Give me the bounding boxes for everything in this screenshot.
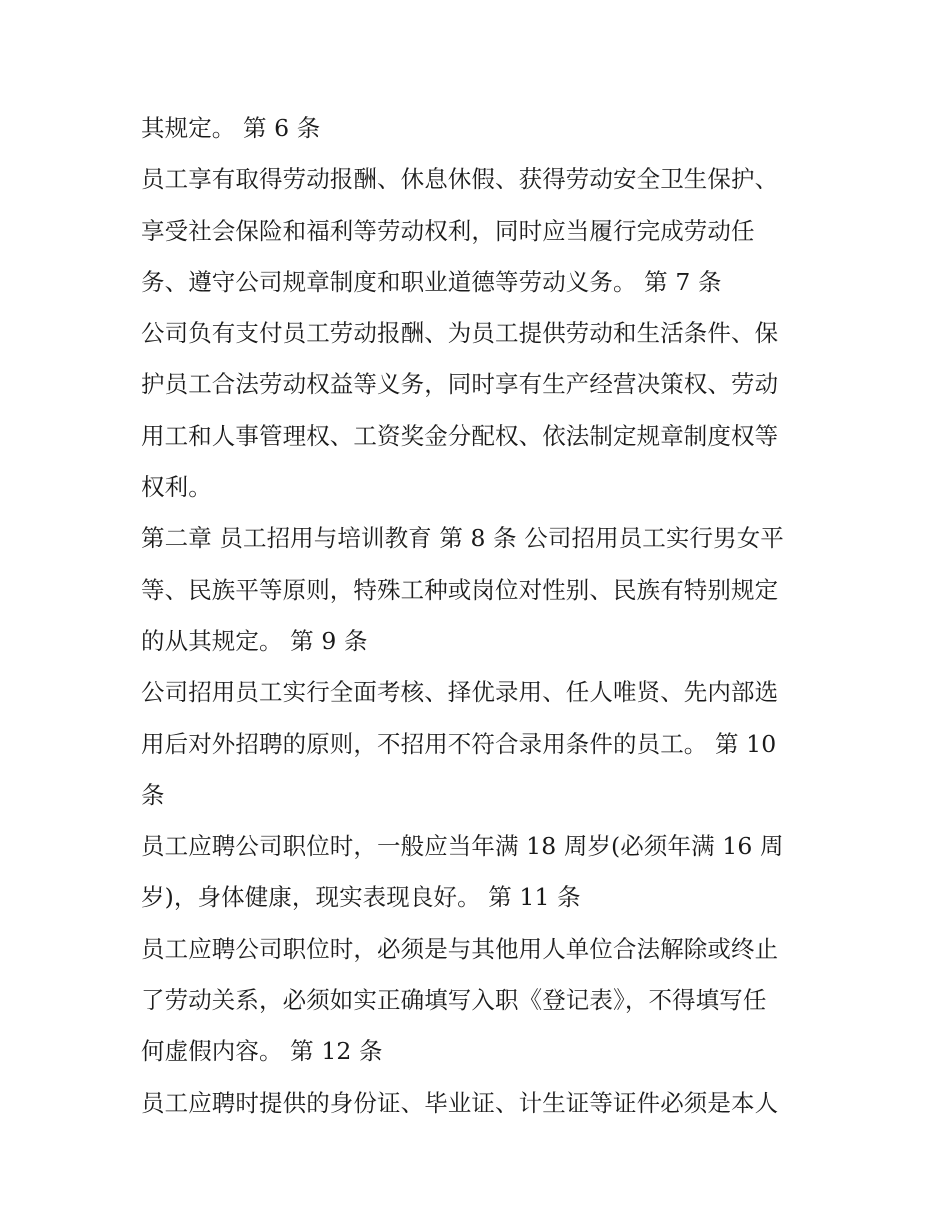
text-line: 务、遵守公司规章制度和职业道德等劳动义务。 第 7 条	[141, 267, 722, 296]
text-line: 岁)，身体健康，现实表现良好。 第 11 条	[141, 883, 581, 912]
text-line: 员工应聘公司职位时，必须是与其他用人单位合法解除或终止	[141, 934, 779, 963]
text-line: 员工应聘公司职位时，一般应当年满 18 周岁(必须年满 16 周	[141, 832, 784, 861]
text-line: 其规定。 第 6 条	[141, 114, 321, 142]
text-line: 享受社会保险和福利等劳动权利，同时应当履行完成劳动任	[141, 216, 755, 245]
text-line: 权利。	[141, 473, 212, 502]
text-line: 了劳动关系，必须如实正确填写入职《登记表》，不得填写任	[141, 986, 767, 1015]
text-line: 用工和人事管理权、工资奖金分配权、依法制定规章制度权等	[141, 421, 779, 450]
text-line: 的从其规定。 第 9 条	[141, 626, 368, 655]
document-body	[141, 103, 821, 1129]
text-line: 条	[141, 780, 165, 809]
text-line: 第二章 员工招用与培训教育 第 8 条 公司招用员工实行男女平	[141, 524, 784, 553]
text-line: 用后对外招聘的原则，不招用不符合录用条件的员工。 第 10	[141, 729, 777, 758]
text-line: 护员工合法劳动权益等义务，同时享有生产经营决策权、劳动	[141, 370, 779, 399]
text-line: 何虚假内容。 第 12 条	[141, 1037, 383, 1066]
text-line: 公司招用员工实行全面考核、择优录用、任人唯贤、先内部选	[141, 678, 779, 707]
text-line: 员工应聘时提供的身份证、毕业证、计生证等证件必须是本人	[141, 1088, 779, 1117]
text-line: 员工享有取得劳动报酬、休息休假、获得劳动安全卫生保护、	[141, 165, 779, 194]
text-line: 公司负有支付员工劳动报酬、为员工提供劳动和生活条件、保	[141, 319, 779, 348]
text-line: 等、民族平等原则，特殊工种或岗位对性别、民族有特别规定	[141, 575, 779, 604]
